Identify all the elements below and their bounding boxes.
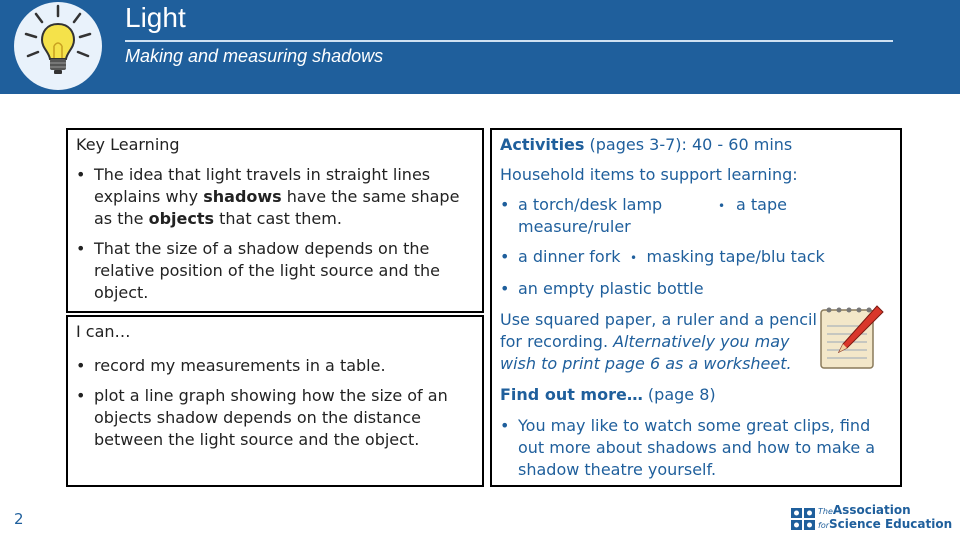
header-banner xyxy=(0,0,960,94)
household-items-row-3: • an empty plastic bottle xyxy=(500,279,704,298)
ase-logo-icon xyxy=(790,506,816,532)
key-learning-box xyxy=(66,128,484,313)
paper-note: Use squared paper, a ruler and a pencil for recording. Alternatively you may wish to print page 6 as a worksheet. xyxy=(500,310,817,373)
item-tape-b: measure/ruler xyxy=(518,217,631,236)
activities-heading: Activities (pages 3-7): 40 - 60 mins xyxy=(500,135,793,154)
i-can-item: • plot a line graph showing how the size of an objects shadow depends on the distance between the light source and the object. xyxy=(76,385,466,451)
key-learning-item: • The idea that light travels in straight lines explains why shadows have the same shape as the objects that cast them. xyxy=(76,164,476,230)
clips-item: • You may like to watch some great clips, find out more about shadows and how to make a shadow theatre yourself. xyxy=(500,415,876,481)
lightbulb-icon xyxy=(14,2,102,90)
ase-logo-text: TheAssociation forScience Education xyxy=(818,503,953,531)
page-number: 2 xyxy=(14,510,24,528)
notepad-pencil-icon xyxy=(815,302,887,372)
page-subtitle: Making and measuring shadows xyxy=(125,46,384,66)
item-masking: masking tape/blu tack xyxy=(646,247,825,266)
key-learning-item: • That the size of a shadow depends on the relative position of the light source and the object. xyxy=(76,238,476,304)
page-title: Light xyxy=(125,2,186,33)
i-can-item: • record my measurements in a table. xyxy=(76,355,466,377)
item-bottle: an empty plastic bottle xyxy=(518,279,704,298)
title-divider xyxy=(125,40,893,42)
item-torch: a torch/desk lamp xyxy=(518,195,663,214)
item-tape: a tape xyxy=(736,195,787,214)
key-learning-heading: Key Learning xyxy=(76,135,180,154)
item-fork: a dinner fork xyxy=(518,247,621,266)
i-can-heading: I can… xyxy=(76,322,131,341)
lightbulb-logo xyxy=(14,2,102,90)
household-items-row-1: • a torch/desk lamp measure/ruler • a tape xyxy=(500,195,787,236)
i-can-box xyxy=(66,315,484,487)
find-out-more: Find out more… (page 8) xyxy=(500,385,716,404)
household-label: Household items to support learning: xyxy=(500,165,798,184)
household-items-row-2: • a dinner fork • masking tape/blu tack xyxy=(500,247,825,266)
